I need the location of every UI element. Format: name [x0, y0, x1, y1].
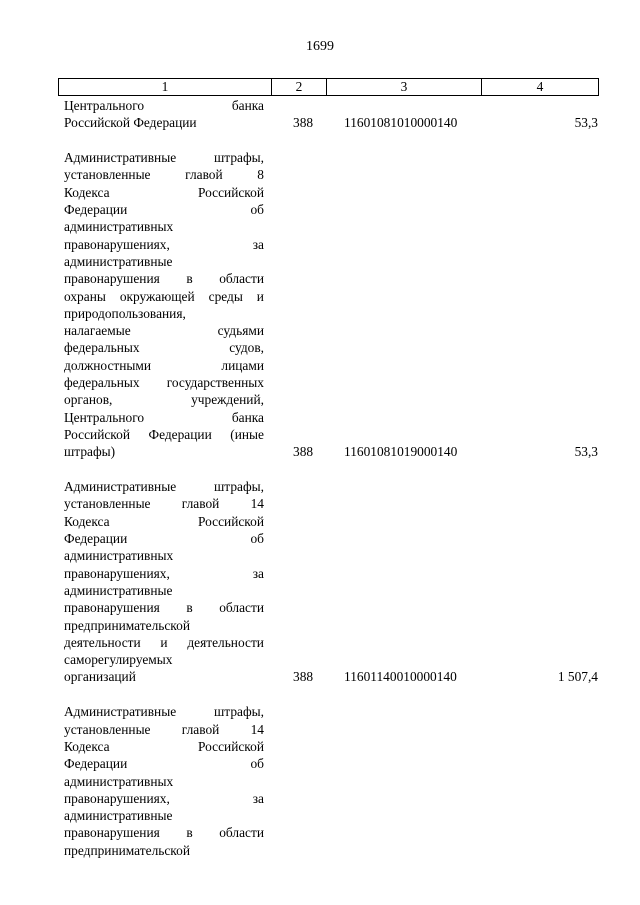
description-word: правонарушениях, — [64, 790, 170, 806]
description-line — [64, 443, 264, 460]
description-line — [64, 236, 264, 253]
description-word: главой — [181, 496, 220, 512]
description-line — [64, 322, 264, 339]
description-word: саморегулируемых — [64, 652, 173, 668]
kbk-code-cell: 11601081019000140 — [344, 444, 458, 460]
row-description — [64, 478, 264, 686]
kbk-code-cell: 11601081010000140 — [344, 115, 458, 131]
description-word: Российской — [198, 513, 264, 529]
description-line — [64, 218, 264, 235]
description-word: Российской — [198, 738, 264, 754]
description-word: деятельности — [64, 634, 141, 650]
description-line — [64, 288, 264, 305]
description-line — [64, 790, 264, 807]
description-word: Центрального — [64, 98, 145, 113]
description-word: деятельности — [187, 634, 264, 650]
description-word: среды — [208, 288, 243, 304]
description-word: Кодекса — [64, 738, 110, 754]
description-word: окружающей — [119, 288, 195, 304]
description-word: Федерации — [148, 426, 212, 442]
description-word: административные — [64, 808, 173, 824]
description-word: налагаемые — [64, 323, 131, 339]
header-col-3: 3 — [327, 79, 482, 95]
description-word: Административные — [64, 150, 177, 166]
description-line — [64, 270, 264, 287]
description-word: судов, — [229, 340, 264, 356]
description-word: 14 — [250, 496, 264, 512]
amount-cell: 1 507,4 — [557, 669, 598, 685]
description-word: главой — [185, 167, 223, 183]
table-row — [0, 703, 640, 859]
description-word: штрафы) — [64, 444, 116, 460]
description-word: Кодекса — [64, 513, 110, 529]
description-word: предпринимательской — [64, 617, 190, 633]
description-word: штрафы, — [214, 150, 264, 166]
description-line — [64, 513, 264, 530]
description-word: лицами — [221, 357, 264, 373]
description-line — [64, 478, 264, 495]
description-word: в — [186, 825, 193, 841]
description-line — [64, 738, 264, 755]
description-line — [64, 582, 264, 599]
description-word: 14 — [250, 721, 264, 737]
header-col-4: 4 — [536, 79, 544, 94]
amount-cell: 53,3 — [574, 115, 598, 131]
kbk-code-cell: 11601140010000140 — [344, 669, 457, 685]
description-word: Административные — [64, 479, 177, 495]
description-line — [64, 530, 264, 547]
description-word: административных — [64, 548, 174, 564]
description-line — [64, 495, 264, 512]
table-header — [58, 78, 599, 96]
description-line — [64, 149, 264, 166]
description-word: Федерации — [64, 202, 128, 218]
table-row — [0, 149, 640, 478]
description-line — [64, 773, 264, 790]
description-line — [64, 599, 264, 616]
description-line — [64, 807, 264, 824]
description-word: федеральных — [64, 340, 140, 356]
description-line — [64, 617, 264, 634]
description-word: и — [160, 634, 168, 650]
description-line — [64, 391, 264, 408]
description-word: правонарушениях, — [64, 565, 170, 581]
row-description — [64, 97, 264, 132]
description-word: правонарушения — [64, 825, 160, 841]
description-word: федеральных — [64, 375, 140, 391]
description-word: судьями — [217, 323, 264, 339]
description-word: должностными — [64, 357, 152, 373]
description-word: административные — [64, 253, 173, 269]
description-line — [64, 565, 264, 582]
description-line — [64, 357, 264, 374]
description-word: Центрального — [64, 409, 145, 425]
table-body — [0, 97, 640, 859]
description-word: Российской Федерации — [64, 115, 197, 131]
description-line — [64, 166, 264, 183]
description-word: учреждений, — [191, 392, 264, 408]
description-word: об — [250, 756, 264, 772]
description-word: административных — [64, 219, 174, 235]
description-line — [64, 721, 264, 738]
description-word: об — [250, 202, 264, 218]
admin-code-cell: 388 — [293, 444, 314, 460]
description-line — [64, 703, 264, 720]
description-word: за — [252, 565, 264, 581]
description-word: штрафы, — [214, 704, 264, 720]
header-col-1: 1 — [59, 79, 272, 95]
description-word: Административные — [64, 704, 177, 720]
description-word: области — [219, 825, 264, 841]
description-word: за — [252, 236, 264, 252]
row-description — [64, 149, 264, 460]
description-word: установленные — [64, 721, 151, 737]
description-word: 8 — [257, 167, 264, 183]
description-line — [64, 426, 264, 443]
description-word: главой — [181, 721, 220, 737]
description-word: правонарушения — [64, 600, 160, 616]
description-word: Федерации — [64, 756, 128, 772]
header-col-2: 2 — [272, 79, 327, 95]
description-word: и — [256, 288, 264, 304]
description-word: банка — [231, 409, 264, 425]
table-row — [0, 97, 640, 149]
description-line — [64, 842, 264, 859]
description-word: в — [186, 271, 193, 287]
description-word: за — [252, 790, 264, 806]
description-word: банка — [231, 98, 264, 113]
description-line — [64, 824, 264, 841]
description-word: установленные — [64, 496, 151, 512]
description-word: организаций — [64, 669, 136, 685]
description-word: органов, — [64, 392, 113, 408]
description-line — [64, 374, 264, 391]
description-word: государственных — [166, 375, 264, 391]
description-line — [64, 305, 264, 322]
description-word: (иные — [230, 426, 264, 442]
description-line — [64, 755, 264, 772]
description-line — [64, 201, 264, 218]
description-word: Российской — [64, 426, 130, 442]
description-line — [64, 409, 264, 426]
description-word: охраны — [64, 288, 106, 304]
description-word: правонарушениях, — [64, 236, 170, 252]
description-line — [64, 547, 264, 564]
description-word: области — [219, 271, 264, 287]
description-word: предпринимательской — [64, 842, 190, 858]
admin-code-cell: 388 — [293, 115, 314, 131]
amount-cell: 53,3 — [574, 444, 598, 460]
description-word: области — [219, 600, 264, 616]
description-word: правонарушения — [64, 271, 160, 287]
table-row — [0, 478, 640, 703]
description-word: Кодекса — [64, 184, 110, 200]
description-line — [64, 184, 264, 201]
description-word: Федерации — [64, 531, 128, 547]
description-word: административные — [64, 582, 173, 598]
description-line — [64, 339, 264, 356]
page-number: 1699 — [306, 39, 334, 54]
description-line — [64, 253, 264, 270]
description-word: об — [250, 531, 264, 547]
admin-code-cell: 388 — [293, 669, 314, 685]
description-line — [64, 668, 264, 685]
description-word: Российской — [198, 184, 264, 200]
description-line — [64, 97, 264, 114]
description-line — [64, 651, 264, 668]
description-word: в — [186, 600, 193, 616]
description-line — [64, 634, 264, 651]
description-word: установленные — [64, 167, 151, 183]
description-word: природопользования, — [64, 305, 186, 321]
description-word: штрафы, — [214, 479, 264, 495]
description-word: административных — [64, 773, 174, 789]
description-line — [64, 114, 264, 131]
row-description — [64, 703, 264, 859]
